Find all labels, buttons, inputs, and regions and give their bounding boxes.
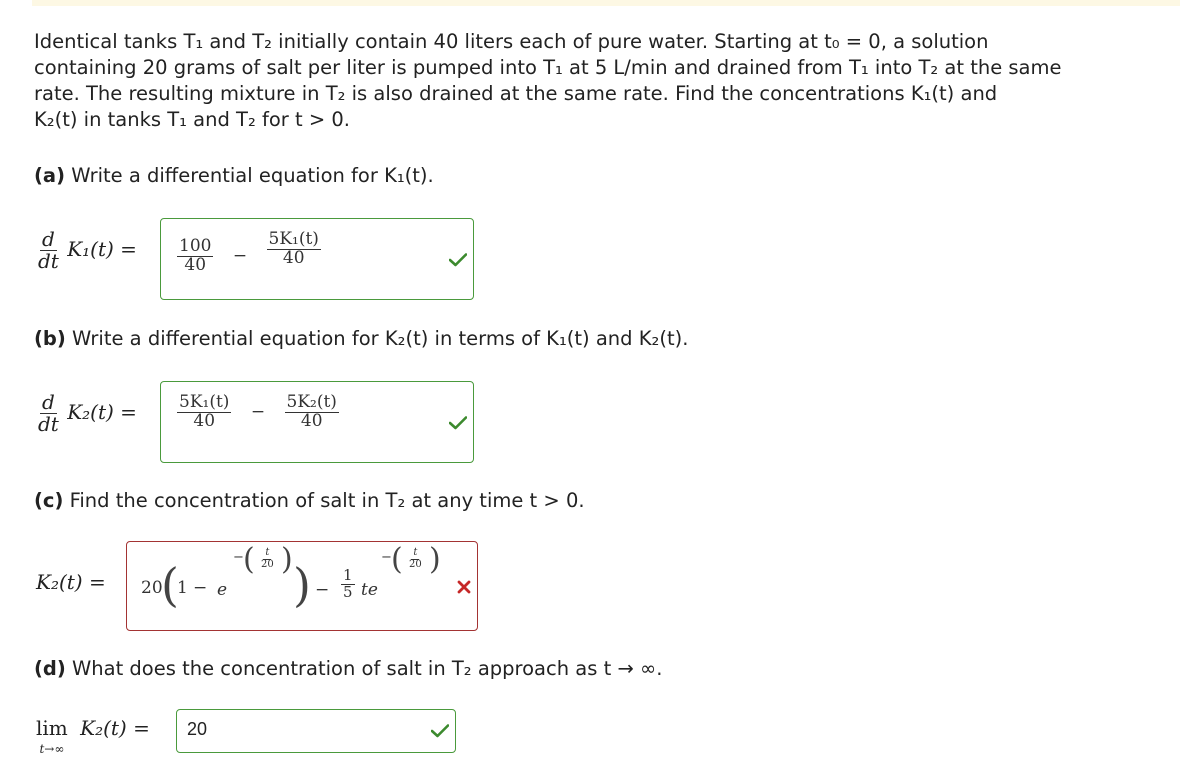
derivative-operator [36, 392, 61, 435]
lim-operator [36, 716, 68, 756]
k2-function: K₂(t) = [80, 716, 150, 740]
part-c-prompt [34, 488, 585, 514]
answer-c-te: te [361, 580, 378, 600]
exp-den: 20 [261, 558, 274, 570]
answer-a-term1 [177, 238, 213, 275]
answer-b-term2-num: 5K₂(t) [286, 392, 337, 412]
one-fifth-den: 5 [343, 582, 353, 601]
exp-paren-close: ) [281, 542, 293, 577]
part-d-prompt [34, 656, 662, 682]
problem-statement [34, 29, 1144, 133]
paren-open: ( [161, 558, 179, 612]
part-b-lhs [36, 392, 137, 435]
answer-c-minus2: − [315, 580, 330, 600]
problem-line-4: K₂(t) in tanks T₁ and T₂ for t > 0. [34, 108, 350, 131]
answer-box-b[interactable] [160, 381, 474, 463]
top-banner [32, 0, 1180, 6]
dt-den: dt [38, 249, 59, 273]
part-d-lhs [36, 716, 150, 756]
part-c-label: (c) [34, 489, 64, 512]
exp2-num: t [413, 547, 418, 558]
answer-c-exp-frac [259, 548, 276, 570]
one-fifth-num: 1 [343, 566, 353, 584]
cross-icon [457, 580, 471, 594]
one-fifth [341, 568, 355, 601]
answer-a-term1-num: 100 [179, 236, 212, 256]
part-c-text: Find the concentration of salt in T₂ at any time t > 0. [69, 489, 585, 512]
answer-a-term2 [267, 231, 321, 268]
problem-line-2: containing 20 grams of salt per liter is pumped into T₁ at 5 L/min and drained from T₁ into T₂ at the same [34, 56, 1062, 79]
check-icon [449, 416, 467, 430]
answer-c-minus: − [193, 578, 208, 598]
answer-b-term1-num: 5K₁(t) [179, 392, 230, 412]
answer-a-expression[interactable] [177, 229, 321, 275]
d-num: d [42, 390, 55, 414]
answer-box-d[interactable] [176, 709, 456, 753]
answer-b-op: − [250, 401, 266, 422]
k1-function: K₁(t) = [67, 237, 137, 261]
exp-paren-open: ( [243, 542, 255, 577]
part-b-prompt [34, 326, 688, 352]
check-icon [431, 724, 449, 738]
problem-line-3: rate. The resulting mixture in T₂ is also drained at the same rate. Find the concentrations K₁(t) and [34, 82, 998, 105]
answer-b-expression[interactable] [177, 394, 339, 431]
part-b-label: (b) [34, 327, 66, 350]
lim-text: lim [36, 716, 68, 740]
part-a-text: Write a differential equation for K₁(t). [71, 164, 434, 187]
answer-b-term2 [285, 394, 339, 431]
check-icon [449, 253, 467, 267]
answer-c-e: e [217, 580, 228, 600]
part-c-lhs: K₂(t) = [36, 570, 106, 594]
exp-frac [259, 548, 276, 570]
part-a-lhs [36, 229, 137, 272]
exp2-paren-close: ) [429, 542, 441, 577]
answer-c-exp2-frac [407, 548, 424, 570]
part-a-prompt [34, 163, 434, 189]
paren-close: ) [293, 558, 311, 612]
part-d-text: What does the concentration of salt in T₂ approach as t → ∞. [72, 657, 663, 680]
answer-a-op: − [232, 245, 248, 266]
answer-c-exp2-neg: − [381, 550, 392, 565]
answer-c-one: 1 [177, 578, 188, 598]
part-d-label: (d) [34, 657, 66, 680]
part-a-label: (a) [34, 164, 65, 187]
answer-box-c[interactable] [126, 541, 478, 631]
answer-a-term2-num: 5K₁(t) [268, 229, 319, 249]
answer-d-value[interactable]: 20 [187, 719, 208, 739]
answer-c-frac [341, 568, 355, 601]
answer-box-a[interactable] [160, 218, 474, 300]
exp2-paren-open: ( [391, 542, 403, 577]
answer-b-term2-den: 40 [300, 410, 323, 431]
problem-line-1: Identical tanks T₁ and T₂ initially contain 40 liters each of pure water. Starting at t₀ = 0, a solution [34, 30, 989, 53]
k2-function: K₂(t) = [67, 400, 137, 424]
answer-c-exp-neg: − [233, 550, 244, 565]
lim-subscript: t→∞ [39, 742, 65, 756]
answer-b-term1 [177, 394, 231, 431]
answer-c-coef: 20 [141, 578, 163, 598]
answer-a-term2-den: 40 [282, 247, 305, 268]
part-b-text: Write a differential equation for K₂(t) in terms of K₁(t) and K₂(t). [72, 327, 689, 350]
dt-den: dt [38, 412, 59, 436]
answer-b-term1-den: 40 [193, 410, 216, 431]
exp2-den: 20 [409, 558, 422, 570]
derivative-operator [36, 229, 61, 272]
d-num: d [42, 227, 55, 251]
exp2-frac [407, 548, 424, 570]
exp-num: t [265, 547, 270, 558]
answer-a-term1-den: 40 [184, 254, 207, 275]
